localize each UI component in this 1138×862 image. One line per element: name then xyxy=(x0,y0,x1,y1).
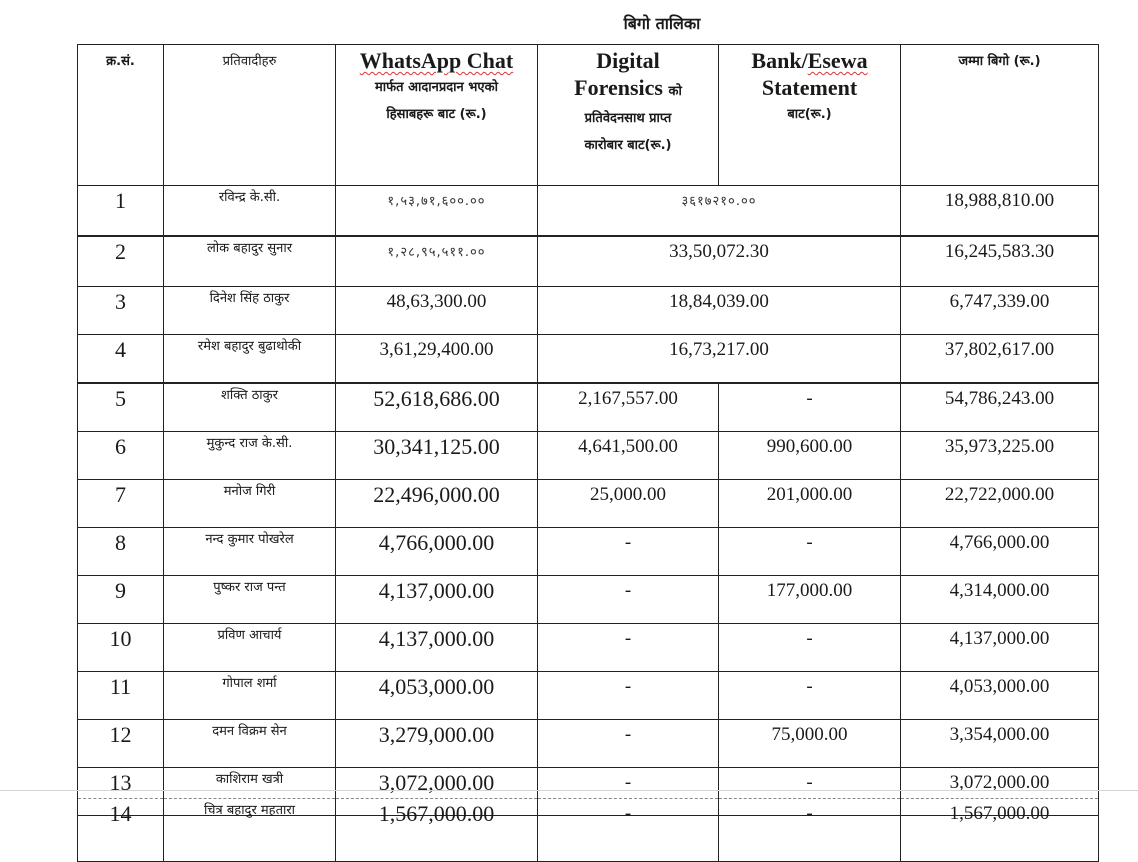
header-defendants: प्रतिवादीहरु xyxy=(164,45,336,186)
bank-amount: - xyxy=(719,768,901,816)
defendant-name: पुष्कर राज पन्त xyxy=(164,576,336,624)
header-forensics-en-text: Digital Forensics xyxy=(574,48,663,100)
total-amount: 4,314,000.00 xyxy=(901,576,1099,624)
total-amount: 22,722,000.00 xyxy=(901,480,1099,528)
table-row xyxy=(78,236,1099,287)
serial-number: 6 xyxy=(78,432,164,480)
bank-amount: - xyxy=(719,624,901,672)
total-amount: 54,786,243.00 xyxy=(901,383,1099,432)
bank-amount: - xyxy=(719,528,901,576)
defendant-name: प्रविण आचार्य xyxy=(164,624,336,672)
whatsapp-amount: 3,61,29,400.00 xyxy=(336,335,538,384)
forensics-amount: - xyxy=(538,799,719,862)
whatsapp-amount: 22,496,000.00 xyxy=(336,480,538,528)
defendant-name: दमन विक्रम सेन xyxy=(164,720,336,768)
serial-number: 3 xyxy=(78,287,164,335)
defendant-name: दिनेश सिंह ठाकुर xyxy=(164,287,336,335)
defendant-name: काशिराम खत्री xyxy=(164,768,336,816)
serial-number: 1 xyxy=(78,186,164,237)
table-row xyxy=(78,287,1099,335)
table-row xyxy=(78,799,1099,862)
header-bank xyxy=(719,45,901,186)
forensics-amount: 25,000.00 xyxy=(538,480,719,528)
forensics-bank-combined-amount: 33,50,072.30 xyxy=(538,236,901,287)
serial-number: 8 xyxy=(78,528,164,576)
serial-number: 5 xyxy=(78,383,164,432)
serial-number: 12 xyxy=(78,720,164,768)
whatsapp-amount: 1,567,000.00 xyxy=(336,799,538,862)
forensics-amount: - xyxy=(538,576,719,624)
whatsapp-amount: १,५३,७१,६००.०० xyxy=(336,186,538,237)
header-forensics-ko: को xyxy=(668,84,682,99)
bank-amount: - xyxy=(719,383,901,432)
table-row xyxy=(78,186,1099,237)
serial-number: 9 xyxy=(78,576,164,624)
header-forensics xyxy=(538,45,719,186)
total-amount: 35,973,225.00 xyxy=(901,432,1099,480)
bank-amount: 177,000.00 xyxy=(719,576,901,624)
table-row xyxy=(78,672,1099,720)
serial-number: 4 xyxy=(78,335,164,384)
defendant-name: नन्द कुमार पोखरेल xyxy=(164,528,336,576)
total-amount: 4,137,000.00 xyxy=(901,624,1099,672)
forensics-amount: - xyxy=(538,624,719,672)
document-title: बिगो तालिका xyxy=(623,14,701,33)
forensics-amount: - xyxy=(538,768,719,816)
table-row xyxy=(78,383,1099,432)
header-bank-en1: Bank/ xyxy=(751,48,808,73)
forensics-amount: - xyxy=(538,528,719,576)
table-row xyxy=(78,528,1099,576)
whatsapp-amount: 3,279,000.00 xyxy=(336,720,538,768)
serial-number: 7 xyxy=(78,480,164,528)
defendant-name: रविन्द्र के.सी. xyxy=(164,186,336,237)
header-total: जम्मा बिगो (रू.) xyxy=(901,45,1099,186)
total-amount: 6,747,339.00 xyxy=(901,287,1099,335)
whatsapp-amount: 30,341,125.00 xyxy=(336,432,538,480)
whatsapp-amount: 4,053,000.00 xyxy=(336,672,538,720)
forensics-amount: - xyxy=(538,720,719,768)
header-bank-dev: बाट(रू.) xyxy=(787,107,832,122)
header-whatsapp-dev: मार्फत आदानप्रदान भएको हिसाबहरू बाट (रू.) xyxy=(375,80,498,122)
serial-number: 10 xyxy=(78,624,164,672)
total-amount: 3,354,000.00 xyxy=(901,720,1099,768)
total-amount: 16,245,583.30 xyxy=(901,236,1099,287)
whatsapp-amount: 4,766,000.00 xyxy=(336,528,538,576)
header-bank-en xyxy=(719,45,900,101)
bank-amount: - xyxy=(719,799,901,862)
page-break-line xyxy=(0,790,1138,791)
header-forensics-dev: प्रतिवेदनसाथ प्राप्त कारोबार बाट(रू.) xyxy=(584,111,672,153)
bank-amount: 990,600.00 xyxy=(719,432,901,480)
bigo-table xyxy=(77,44,1099,816)
forensics-bank-combined-amount: ३६१७२१०.०० xyxy=(538,186,901,237)
total-amount: 4,053,000.00 xyxy=(901,672,1099,720)
serial-number: 14 xyxy=(78,799,164,862)
table-body xyxy=(78,186,1099,816)
forensics-bank-combined-amount: 18,84,039.00 xyxy=(538,287,901,335)
total-amount: 3,072,000.00 xyxy=(901,768,1099,816)
forensics-amount: 2,167,557.00 xyxy=(538,383,719,432)
defendant-name: मुकुन्द राज के.सी. xyxy=(164,432,336,480)
whatsapp-amount: 3,072,000.00 xyxy=(336,768,538,816)
header-whatsapp xyxy=(336,45,538,186)
whatsapp-amount: 48,63,300.00 xyxy=(336,287,538,335)
forensics-amount: - xyxy=(538,672,719,720)
table-row xyxy=(78,432,1099,480)
header-whatsapp-en: WhatsApp Chat xyxy=(359,48,514,73)
table-row xyxy=(78,624,1099,672)
serial-number: 2 xyxy=(78,236,164,287)
defendant-name: रमेश बहादुर बुढाथोकी xyxy=(164,335,336,384)
whatsapp-amount: १,२८,९५,५११.०० xyxy=(336,236,538,287)
defendant-name: गोपाल शर्मा xyxy=(164,672,336,720)
whatsapp-amount: 52,618,686.00 xyxy=(336,383,538,432)
total-amount: 18,988,810.00 xyxy=(901,186,1099,237)
defendant-name: लोक बहादुर सुनार xyxy=(164,236,336,287)
forensics-amount: 4,641,500.00 xyxy=(538,432,719,480)
table-row xyxy=(78,335,1099,384)
table-body-continued xyxy=(78,799,1099,862)
bank-amount: 201,000.00 xyxy=(719,480,901,528)
whatsapp-amount: 4,137,000.00 xyxy=(336,576,538,624)
bank-amount: - xyxy=(719,672,901,720)
bank-amount: 75,000.00 xyxy=(719,720,901,768)
serial-number: 13 xyxy=(78,768,164,816)
serial-number: 11 xyxy=(78,672,164,720)
header-sn: क्र.सं. xyxy=(78,45,164,186)
header-forensics-en xyxy=(538,45,718,105)
defendant-name: शक्ति ठाकुर xyxy=(164,383,336,432)
table-row xyxy=(78,576,1099,624)
defendant-name: मनोज गिरी xyxy=(164,480,336,528)
bigo-table-continued xyxy=(77,798,1099,862)
total-amount: 37,802,617.00 xyxy=(901,335,1099,384)
forensics-bank-combined-amount: 16,73,217.00 xyxy=(538,335,901,384)
header-bank-en2: Esewa xyxy=(807,48,868,73)
table-row xyxy=(78,480,1099,528)
table-header-row xyxy=(78,45,1099,186)
total-amount: 1,567,000.00 xyxy=(901,799,1099,862)
whatsapp-amount: 4,137,000.00 xyxy=(336,624,538,672)
defendant-name: चित्र बहादुर महतारा xyxy=(164,799,336,862)
total-amount: 4,766,000.00 xyxy=(901,528,1099,576)
table-row xyxy=(78,720,1099,768)
header-bank-en3: Statement xyxy=(761,75,858,100)
